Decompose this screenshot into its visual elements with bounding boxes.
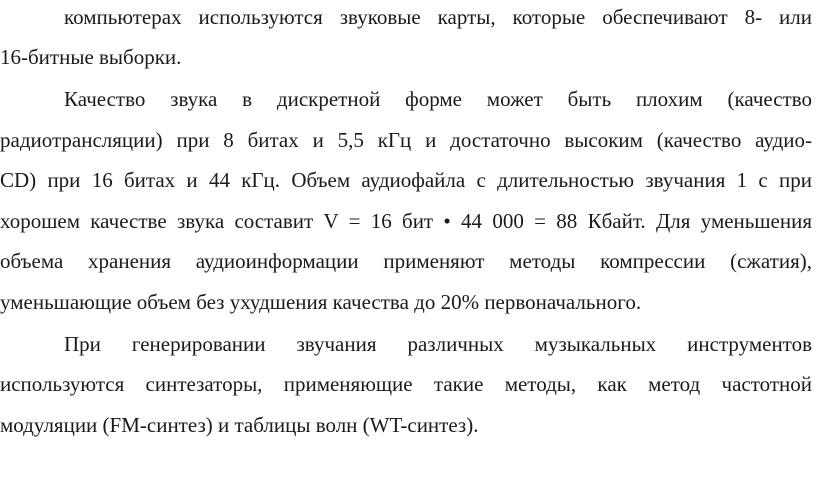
text-line: CD) при 16 битах и 44 кГц. Объем аудиофайла с длительностью звучания 1 с при: [0, 168, 812, 192]
text-line: объема хранения аудиоинформации применяют методы компрессии (сжатия),: [0, 249, 812, 273]
paragraph-start-line: Качество звука в дискретной форме может быть плохим (качество: [64, 87, 812, 111]
paragraph-start-line: При генерировании звучания различных музыкальных инструментов: [64, 332, 812, 356]
text-line: радиотрансляции) при 8 битах и 5,5 кГц и достаточно высоким (качество аудио-: [0, 128, 812, 152]
text-line: используются синтезаторы, применяющие такие методы, как метод частотной: [0, 372, 812, 396]
text-line: компьютерах используются звуковые карты, которые обеспечивают 8- или: [64, 5, 812, 29]
text-line: 16-битные выборки.: [0, 45, 182, 69]
text-line: уменьшающие объем без ухудшения качества до 20% первоначального.: [0, 290, 642, 314]
text-line: модуляции (FM-синтез) и таблицы волн (WT-синтез).: [0, 413, 479, 437]
text-line: хорошем качестве звука составит V = 16 бит • 44 000 = 88 Кбайт. Для уменьшения: [0, 209, 812, 233]
